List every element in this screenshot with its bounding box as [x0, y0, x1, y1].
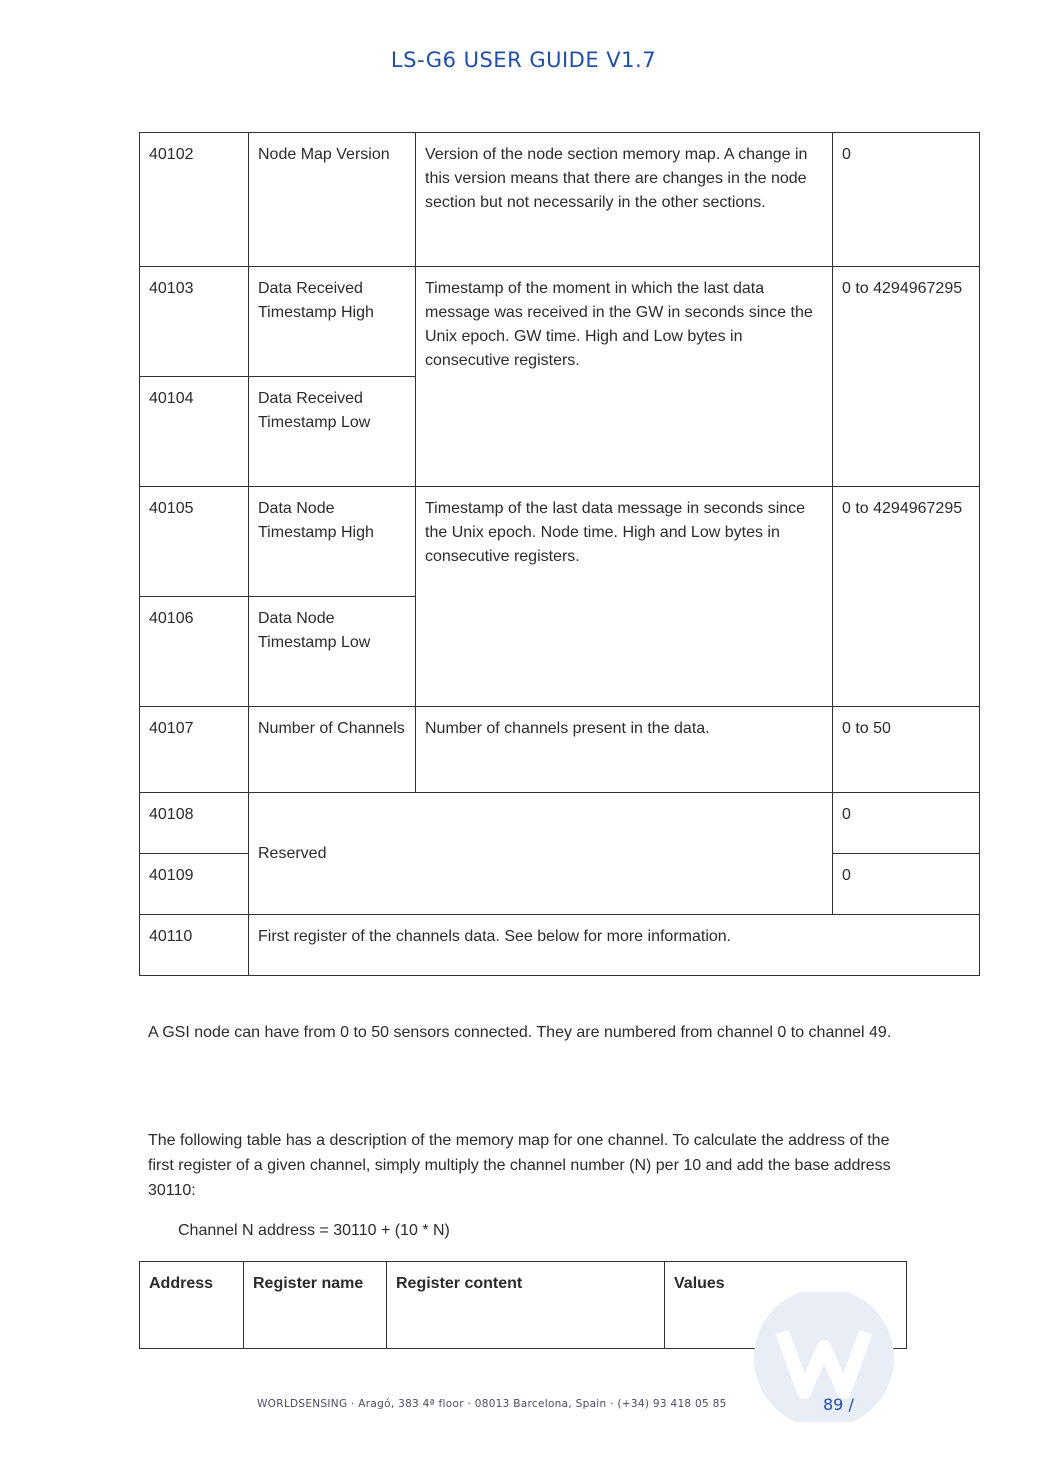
- register-content-cell: Version of the node section memory map. A change in this version means that there are changes in the node section but not necessarily in the other sections.: [416, 133, 833, 267]
- address-cell: 40109: [140, 854, 249, 915]
- table-row: [140, 487, 980, 597]
- register-content-cell: Number of channels present in the data.: [416, 707, 833, 793]
- register-content-cell: Timestamp of the last data message in seconds since the Unix epoch. Node time. High and Low bytes in consecutive registers.: [416, 487, 833, 707]
- register-name-cell: Data Received Timestamp High: [249, 267, 416, 377]
- table-row: [140, 267, 980, 377]
- address-formula: Channel N address = 30110 + (10 * N): [178, 1222, 450, 1239]
- table-row: [140, 793, 980, 854]
- values-cell: 0 to 4294967295: [833, 487, 980, 707]
- values-cell: 0 to 4294967295: [833, 267, 980, 487]
- document-header-title: LS-G6 USER GUIDE V1.7: [390, 48, 657, 72]
- table-row: [140, 133, 980, 267]
- channel-intro-paragraph: The following table has a description of the memory map for one channel. To calculate the address of the first register of a given channel, simply multiply the channel number (N) per 10 and add the base address 30110:: [148, 1132, 891, 1199]
- header-address: Address: [140, 1262, 244, 1349]
- register-name-cell: Data Received Timestamp Low: [249, 377, 416, 487]
- address-cell: 40102: [140, 133, 249, 267]
- register-name-cell: Node Map Version: [249, 133, 416, 267]
- register-name-cell: Reserved: [249, 793, 833, 915]
- table-row: [140, 915, 980, 976]
- register-name-cell: Number of Channels: [249, 707, 416, 793]
- values-cell: 0 to 50: [833, 707, 980, 793]
- register-name-cell: Data Node Timestamp High: [249, 487, 416, 597]
- address-cell: 40107: [140, 707, 249, 793]
- register-name-cell: Data Node Timestamp Low: [249, 597, 416, 707]
- sensors-paragraph: A GSI node can have from 0 to 50 sensors connected. They are numbered from channel 0 to channel 49.: [148, 1024, 892, 1041]
- address-cell: 40103: [140, 267, 249, 377]
- address-cell: 40104: [140, 377, 249, 487]
- register-content-cell: Timestamp of the moment in which the last data message was received in the GW in seconds since the Unix epoch. GW time. High and Low bytes in consecutive registers.: [416, 267, 833, 487]
- table-row: [140, 707, 980, 793]
- page-number: 89 /: [823, 1395, 854, 1414]
- address-cell: 40108: [140, 793, 249, 854]
- header-register-name: Register name: [244, 1262, 387, 1349]
- values-cell: 0: [833, 854, 980, 915]
- header-values: Values: [665, 1262, 907, 1349]
- footer-contact: WORLDSENSING · Aragó, 383 4ª floor · 08013 Barcelona, Spain · (+34) 93 418 05 85: [257, 1398, 727, 1410]
- values-cell: 0: [833, 133, 980, 267]
- values-cell: 0: [833, 793, 980, 854]
- register-content-cell: First register of the channels data. See below for more information.: [249, 915, 980, 976]
- address-cell: 40105: [140, 487, 249, 597]
- node-register-table: [139, 132, 980, 976]
- header-register-content: Register content: [387, 1262, 665, 1349]
- address-cell: 40110: [140, 915, 249, 976]
- address-cell: 40106: [140, 597, 249, 707]
